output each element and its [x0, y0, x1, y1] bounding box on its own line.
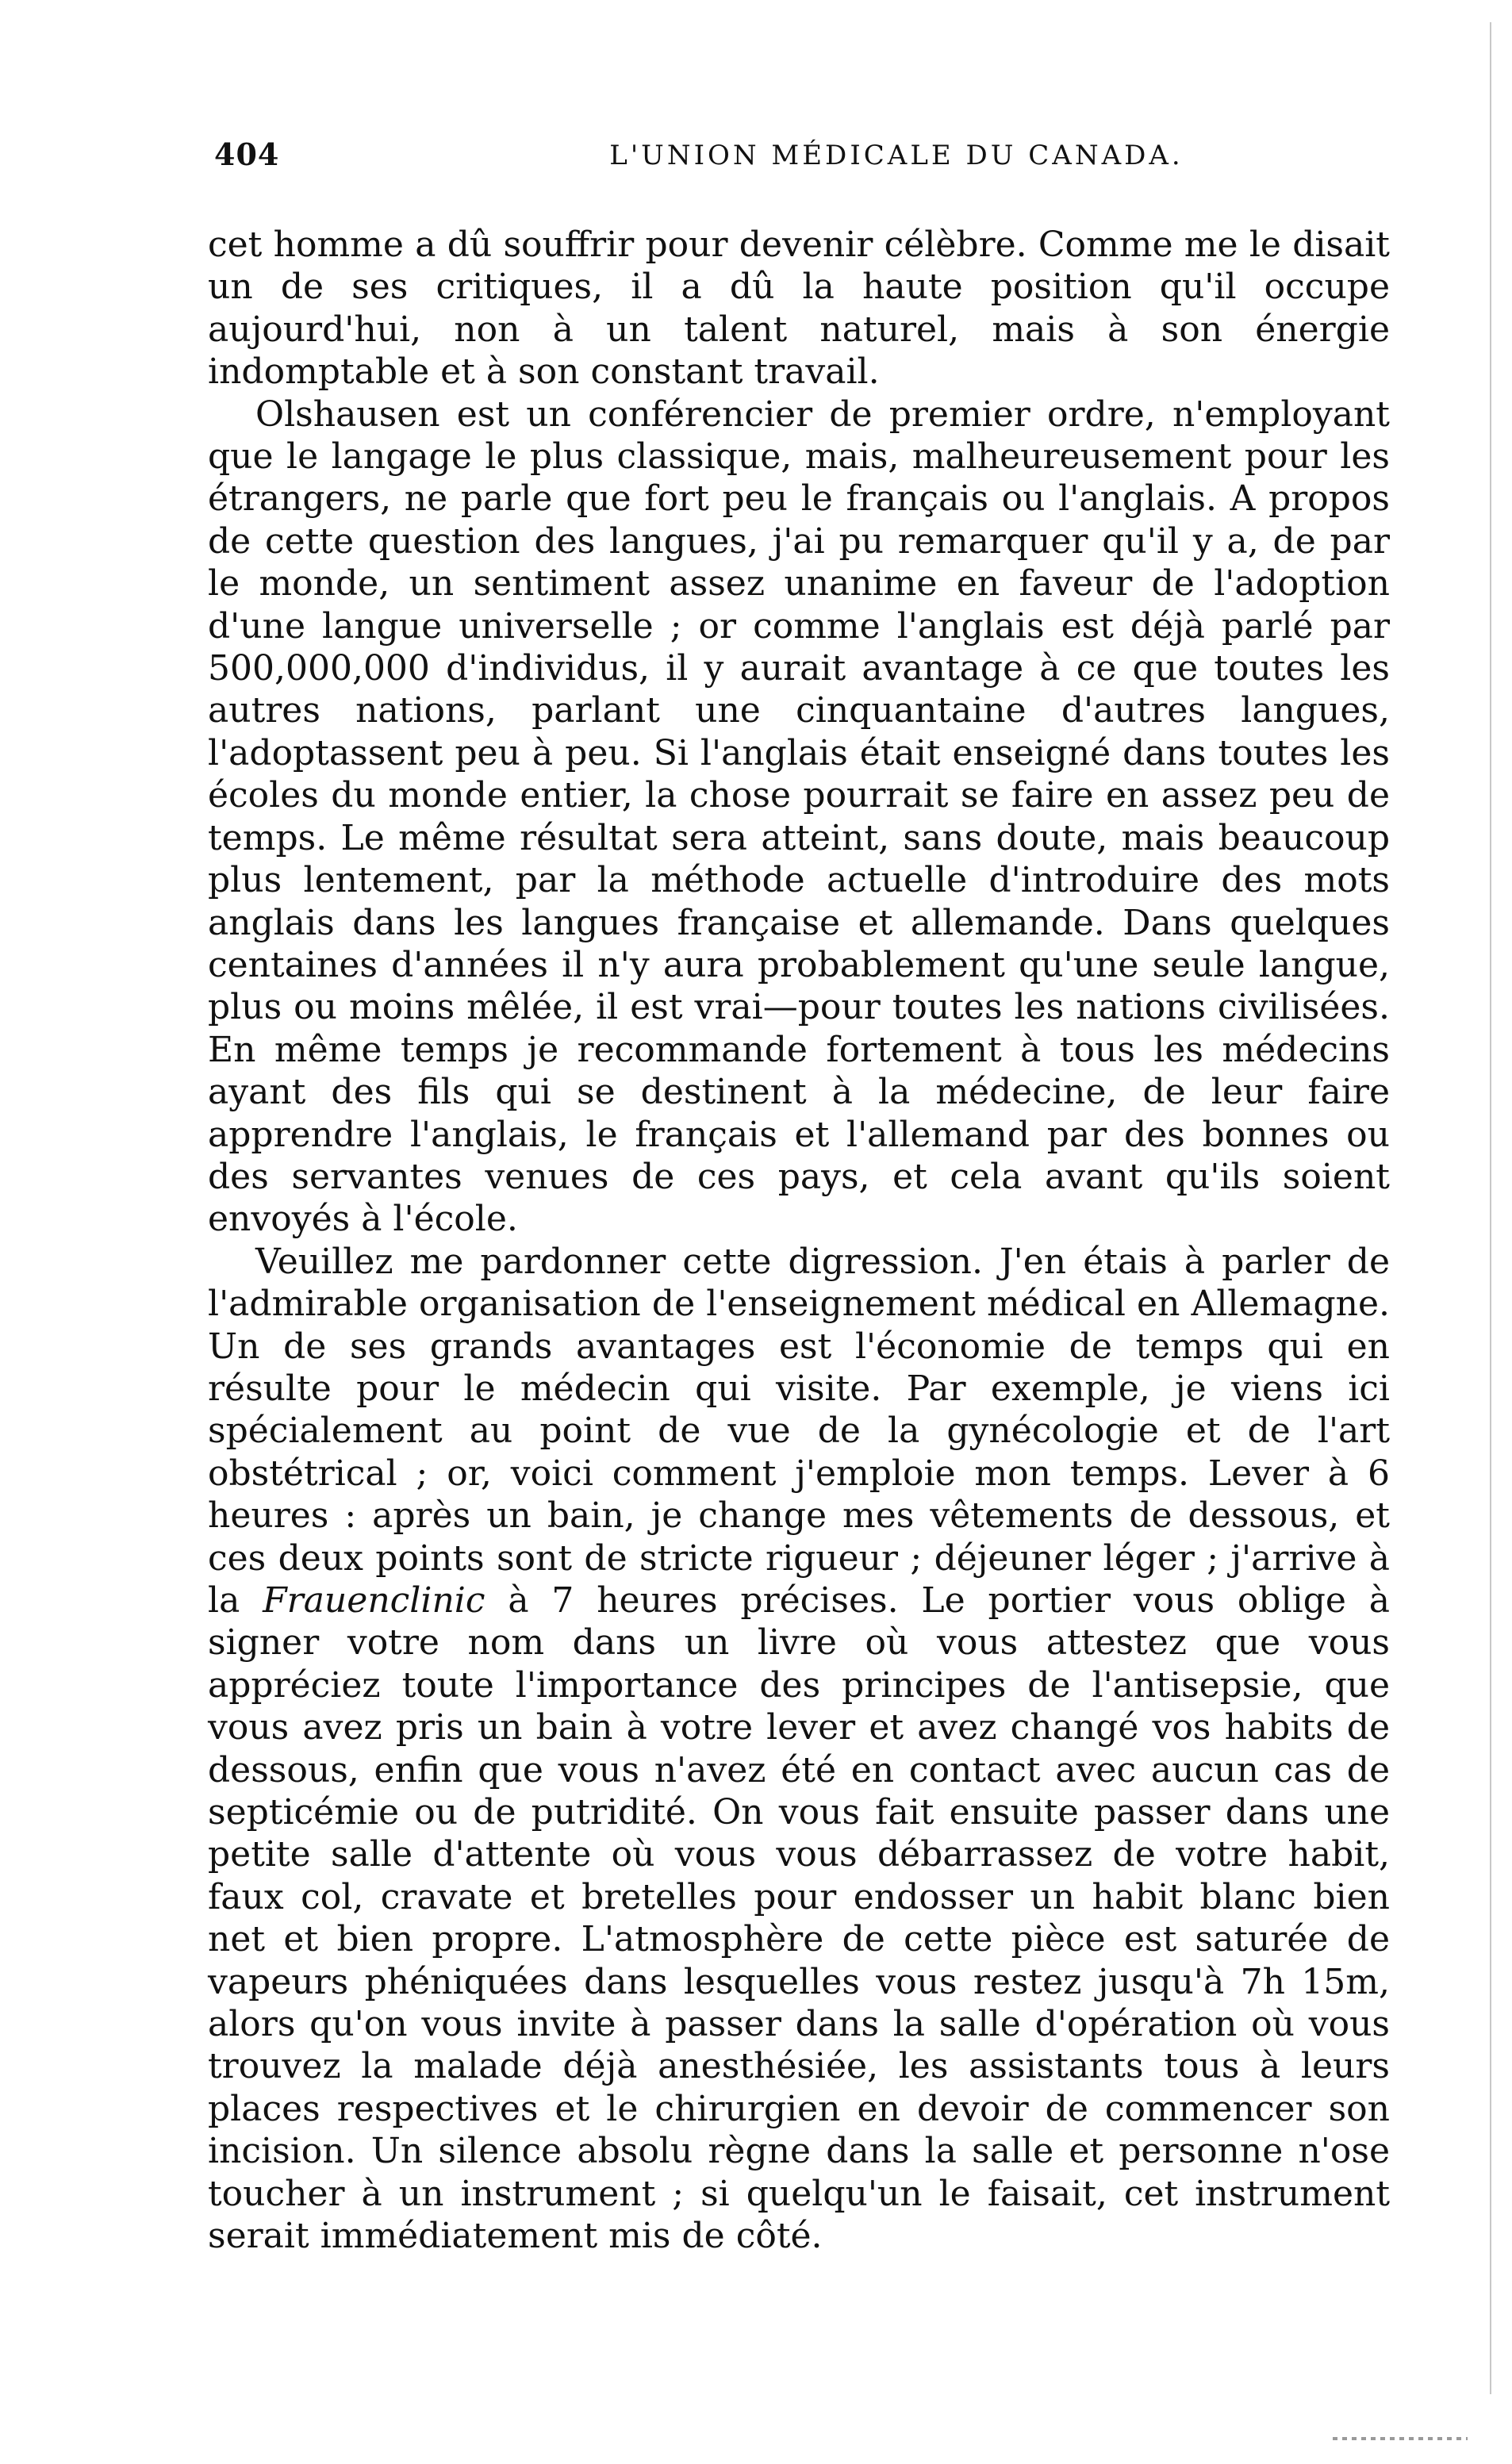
paragraph-text-part: Veuillez me pardonner cette digression. J'en étais à parler de l'admirable organisation de l'enseignement médical en Allemagne. Un de ses grands avantages est l'économie de temps qui en résulte pour le médecin qui visite. Par exemple, je viens ici spécialement au point de vue de la gynécologie et de l'art obstétrical ; or, voici comment j'emploie mon temps. Lever à 6 heures : après un bain, je change mes vêtements de dessous, et ces deux points sont de stricte rigueur ; déjeuner léger ; j'arrive à la	[208, 1241, 1390, 1621]
paragraph-continuation: cet homme a dû souffrir pour devenir célèbre. Comme me le disait un de ses critiques, il a dû la haute position qu'il occupe aujourd'hui, non à un talent naturel, mais à son énergie indomptable et à son constant travail.	[208, 225, 1390, 393]
paragraph-digression	[208, 1241, 1390, 2258]
bottom-scan-mark	[1333, 2437, 1468, 2440]
body-text	[208, 224, 1390, 2258]
paragraph-olshausen: Olshausen est un conférencier de premier ordre, n'employant que le langage le plus classique, mais, malheureusement pour les étrangers, ne parle que fort peu le français ou l'anglais. A propos de cette question des langues, j'ai pu remarquer qu'il y a, de par le monde, un sentiment assez unanime en faveur de l'adoption d'une langue universelle ; or comme l'anglais est déjà parlé par 500,000,000 d'individus, il y aurait avantage à ce que toutes les autres nations, parlant une cinquantaine d'autres langues, l'adoptassent peu à peu. Si l'anglais était enseigné dans toutes les écoles du monde entier, la chose pourrait se faire en assez peu de temps. Le même résultat sera atteint, sans doute, mais beaucoup plus lentement, par la méthode actuelle d'introduire des mots anglais dans les langues française et allemande. Dans quelques centaines d'années il n'y aura probablement qu'une seule langue, plus ou moins mêlée, il est vrai—pour toutes les nations civilisées. En même temps je recommande fortement à tous les médecins ayant des fils qui se destinent à la médecine, de leur faire apprendre l'anglais, le français et l'allemand par des bonnes ou des servantes venues de ces pays, et cela avant qu'ils soient envoyés à l'école.	[208, 393, 1390, 1240]
page-header	[214, 136, 1388, 184]
page-number: 404	[214, 136, 280, 172]
italic-term: Frauenclinic	[263, 1580, 485, 1621]
running-title: L'UNION MÉDICALE DU CANADA.	[609, 140, 1184, 171]
page-edge-line	[1490, 22, 1491, 2394]
paragraph-text-part: à 7 heures précises. Le portier vous oblige à signer votre nom dans un livre où vous attestez que vous appréciez toute l'importance des principes de l'antisepsie, que vous avez pris un bain à votre lever et avez changé vos habits de dessous, enfin que vous n'avez été en contact avec aucun cas de septicémie ou de putridité. On vous fait ensuite passer dans une petite salle d'attente où vous vous débarrassez de votre habit, faux col, cravate et bretelles pour endosser un habit blanc bien net et bien propre. L'atmosphère de cette pièce est saturée de vapeurs phéniquées dans lesquelles vous restez jusqu'à 7h 15m, alors qu'on vous invite à passer dans la salle d'opération où vous trouvez la malade déjà anesthésiée, les assistants tous à leurs places respectives et le chirurgien en devoir de commencer son incision. Un silence absolu règne dans la salle et personne n'ose toucher à un instrument ; si quelqu'un le faisait, cet instrument serait immédiatement mis de côté.	[208, 1580, 1390, 2257]
